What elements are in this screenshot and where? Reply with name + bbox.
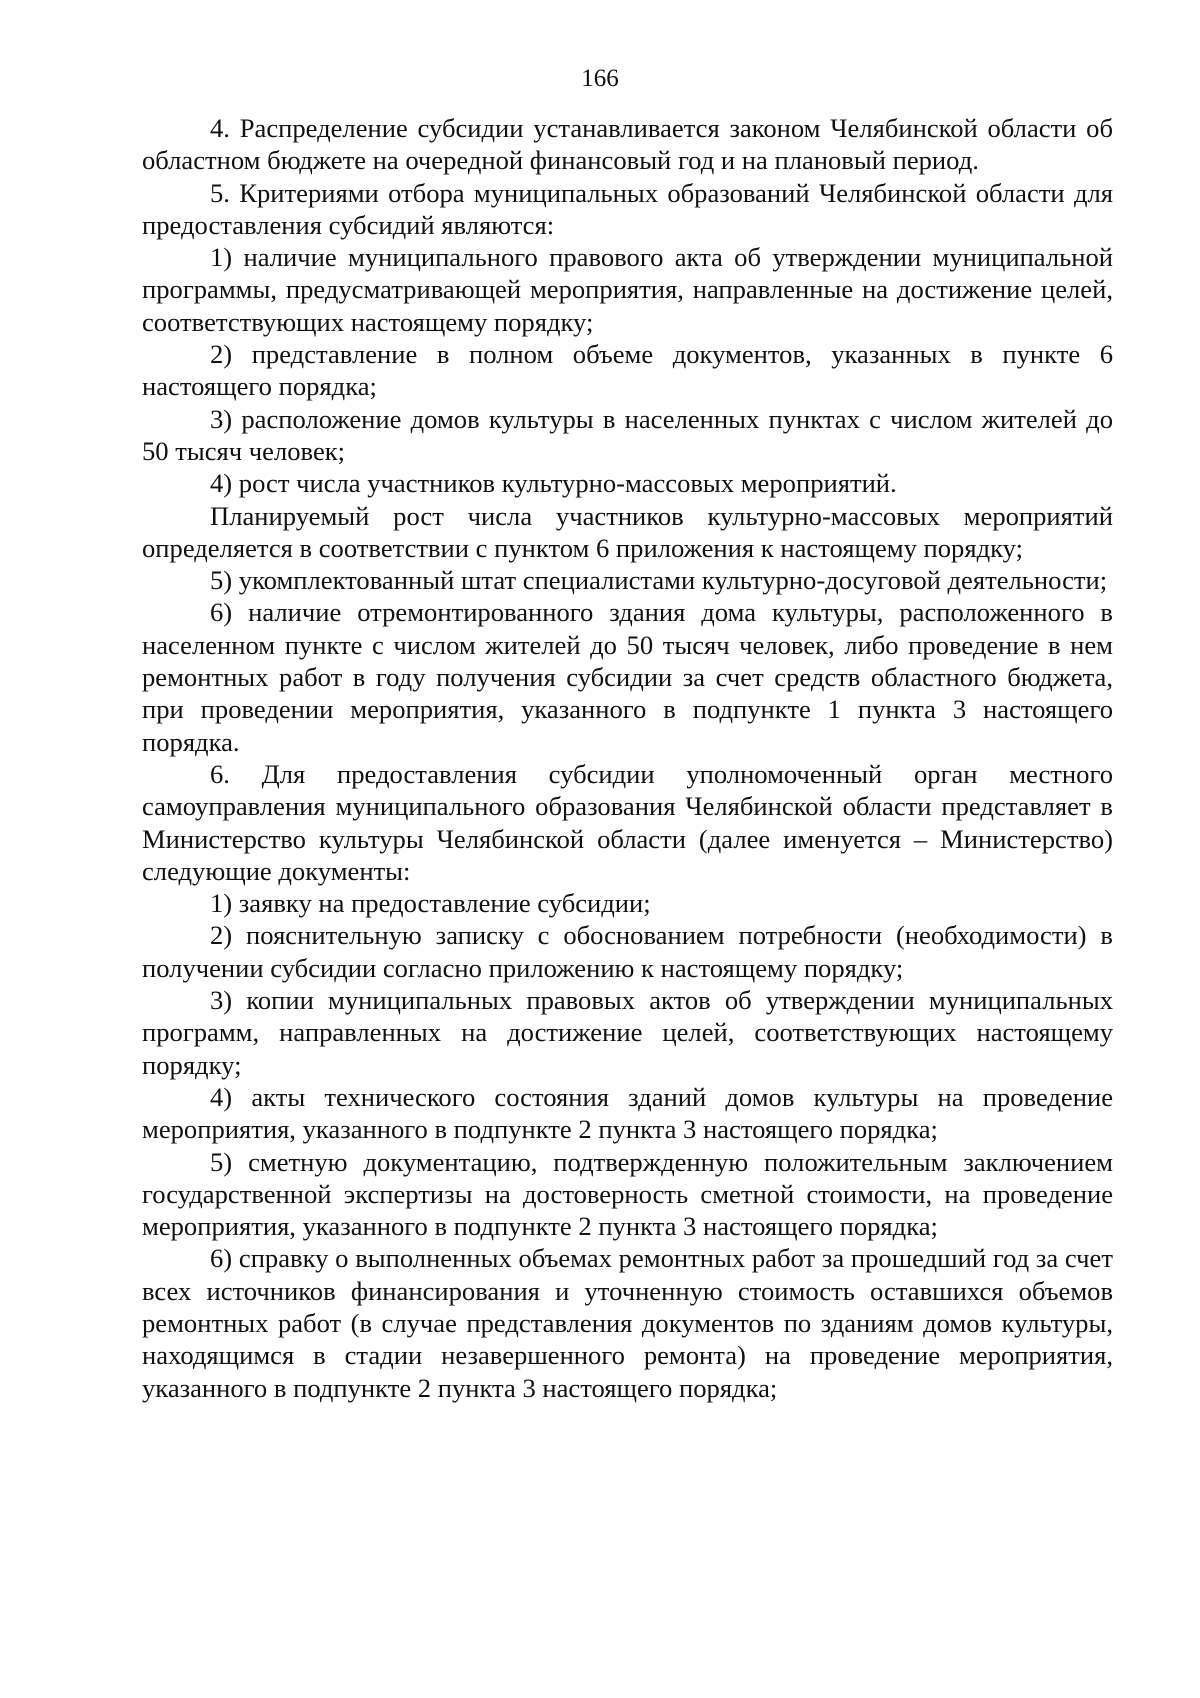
document-list-item-1: 1) заявку на предоставление субсидии; xyxy=(210,888,651,919)
paragraph-item-5: 5. Критериями отбора муниципальных образований Челябинской области для предоставления субсидий являются: xyxy=(142,177,1113,240)
document-list-item-2: 2) пояснительную записку с обоснованием потребности (необходимости) в получении субсидии согласно приложению к настоящему порядку; xyxy=(142,920,1113,983)
document-body xyxy=(142,112,1113,1404)
criterion-2: 2) представление в полном объеме документов, указанных в пункте 6 настоящего порядка; xyxy=(142,339,1113,402)
document-list-item-6: 6) справку о выполненных объемах ремонтных работ за прошедший год за счет всех источников финансирования и уточненную стоимость оставшихся объемов ремонтных работ (в случае представления документов по зданиям домов культуры, находящимся в стадии незавершенного ремонта) на проведение мероприятия, указанного в подпункте 2 пункта 3 настоящего порядка; xyxy=(142,1243,1113,1403)
page-number: 166 xyxy=(581,65,619,92)
document-list-item-4: 4) акты технического состояния зданий домов культуры на проведение мероприятия, указанного в подпункте 2 пункта 3 настоящего порядка; xyxy=(142,1081,1113,1145)
criterion-4: 4) рост числа участников культурно-массовых мероприятий. xyxy=(210,468,897,499)
document-list-item-3: 3) копии муниципальных правовых актов об утверждении муниципальных программ, направленных на достижение целей, соответствующих настоящему порядку; xyxy=(142,985,1113,1080)
criterion-1: 1) наличие муниципального правового акта об утверждении муниципальной программы, предусматривающей мероприятия, направленные на достижение целей, соответствующих настоящему порядку; xyxy=(142,242,1113,337)
paragraph-item-4: 4. Распределение субсидии устанавливается законом Челябинской области об областном бюджете на очередной финансовый год и на плановый период. xyxy=(142,113,1113,176)
criterion-6: 6) наличие отремонтированного здания дома культуры, расположенного в населенном пункте с числом жителей до 50 тысяч человек, либо проведение в нем ремонтных работ в году получения субсидии за счет средств областного бюджета, при проведении мероприятия, указанного в подпункте 1 пункта 3 настоящего порядка. xyxy=(142,597,1113,757)
criterion-5: 5) укомплектованный штат специалистами культурно-досуговой деятельности; xyxy=(210,565,1108,596)
document-list-item-5: 5) сметную документацию, подтвержденную положительным заключением государственной экспертизы на достоверность сметной стоимости, на проведение мероприятия, указанного в подпункте 2 пункта 3 настоящего порядка; xyxy=(142,1146,1113,1242)
criterion-3: 3) расположение домов культуры в населенных пунктах с числом жителей до 50 тысяч человек; xyxy=(142,403,1113,466)
criterion-4-note: Планируемый рост числа участников культурно-массовых мероприятий определяется в соответствии с пунктом 6 приложения к настоящему порядку; xyxy=(142,500,1113,563)
paragraph-item-6: 6. Для предоставления субсидии уполномоченный орган местного самоуправления муниципального образования Челябинской области представляет в Министерство культуры Челябинской области (далее именуется – Министерство) следующие документы: xyxy=(142,758,1113,886)
